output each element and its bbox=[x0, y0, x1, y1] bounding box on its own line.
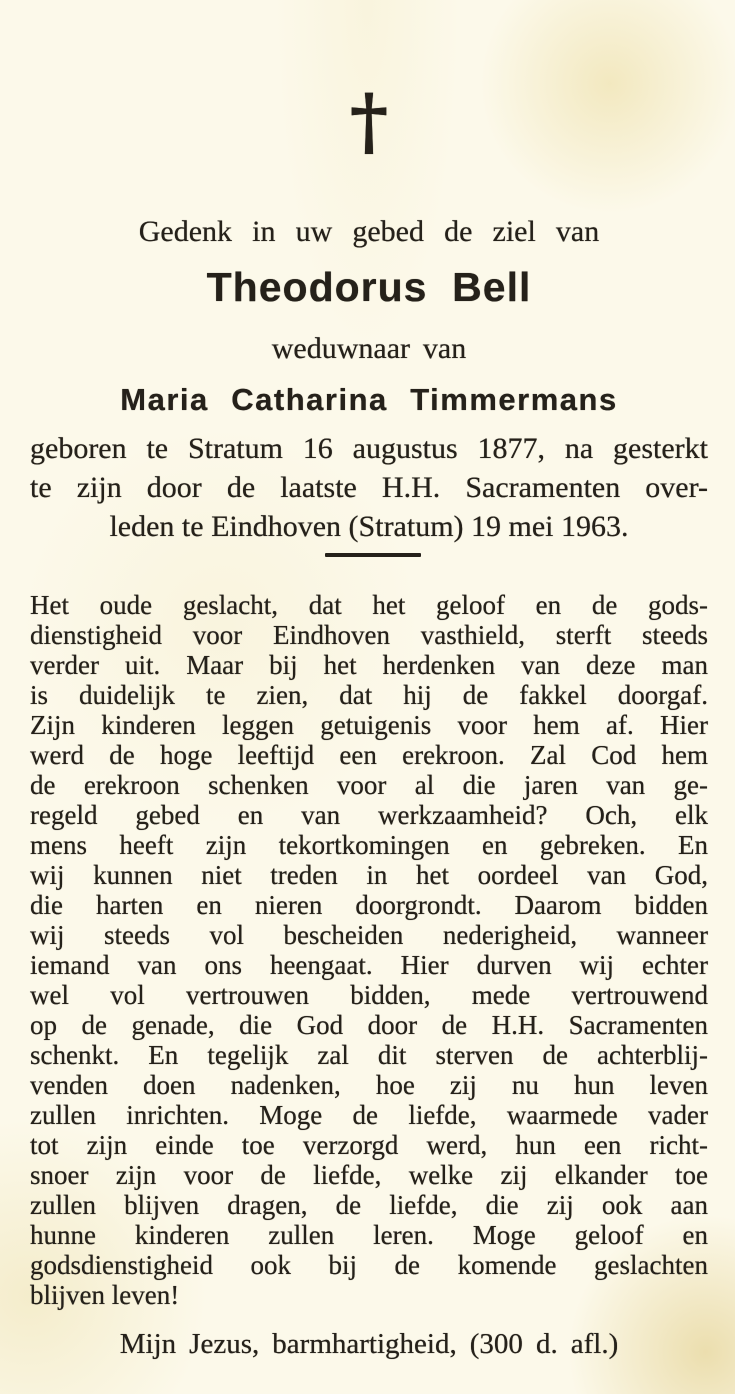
body-line: dienstigheid voor Eindhoven vasthield, sterft steeds bbox=[30, 620, 708, 650]
body-line: is duidelijk te zien, dat hij de fakkel doorgaf. bbox=[30, 680, 708, 710]
body-line: schenkt. En tegelijk zal dit sterven de achterblij- bbox=[30, 1040, 708, 1070]
body-line: tot zijn einde toe verzorgd werd, hun een richt- bbox=[30, 1130, 708, 1160]
body-line: de erekroon schenken voor al die jaren van ge- bbox=[30, 770, 708, 800]
dates-line: te zijn door de laatste H.H. Sacramenten over- bbox=[30, 471, 708, 504]
body-line: mens heeft zijn tekortkomingen en gebreken. En bbox=[30, 830, 708, 860]
body-line: godsdienstigheid ook bij de komende geslachten bbox=[30, 1250, 708, 1280]
relation-line: weduwnaar van bbox=[271, 332, 467, 365]
body-line: hunne kinderen zullen leren. Moge geloof en bbox=[30, 1220, 708, 1250]
dates-line: geboren te Stratum 16 augustus 1877, na gesterkt bbox=[30, 432, 708, 465]
deceased-name: Theodorus Bell bbox=[206, 264, 532, 310]
body-line: wij kunnen niet treden in het oordeel van God, bbox=[30, 860, 708, 890]
body-line: zullen blijven dragen, de liefde, die zij ook aan bbox=[30, 1190, 708, 1220]
body-line: die harten en nieren doorgrondt. Daarom bidden bbox=[30, 890, 708, 920]
divider-rule bbox=[325, 553, 421, 557]
body-line: werd de hoge leeftijd een erekroon. Zal Cod hem bbox=[30, 740, 708, 770]
body-line: iemand van ons heengaat. Hier durven wij echter bbox=[30, 950, 708, 980]
memorial-paragraph bbox=[30, 590, 708, 1310]
body-line: verder uit. Maar bij het herdenken van deze man bbox=[30, 650, 708, 680]
latin-cross-icon: † bbox=[349, 79, 389, 165]
closing-prayer: Mijn Jezus, barmhartigheid, (300 d. afl.) bbox=[119, 1328, 619, 1360]
body-line: Het oude geslacht, dat het geloof en de gods- bbox=[30, 590, 708, 620]
body-line: op de genade, die God door de H.H. Sacramenten bbox=[30, 1010, 708, 1040]
dates-line: leden te Eindhoven (Stratum) 19 mei 1963. bbox=[109, 510, 629, 543]
body-line: blijven leven! bbox=[30, 1280, 180, 1310]
body-line: zullen inrichten. Moge de liefde, waarmede vader bbox=[30, 1100, 708, 1130]
life-dates-paragraph bbox=[30, 429, 708, 546]
body-line: venden doen nadenken, hoe zij nu hun leven bbox=[30, 1070, 708, 1100]
invocation-line: Gedenk in uw gebed de ziel van bbox=[138, 215, 600, 248]
body-line: regeld gebed en van werkzaamheid? Och, elk bbox=[30, 800, 708, 830]
body-line: Zijn kinderen leggen getuigenis voor hem af. Hier bbox=[30, 710, 708, 740]
body-line: snoer zijn voor de liefde, welke zij elkander toe bbox=[30, 1160, 708, 1190]
body-line: wij steeds vol bescheiden nederigheid, wanneer bbox=[30, 920, 708, 950]
body-line: wel vol vertrouwen bidden, mede vertrouwend bbox=[30, 980, 708, 1010]
spouse-name: Maria Catharina Timmermans bbox=[120, 382, 618, 417]
